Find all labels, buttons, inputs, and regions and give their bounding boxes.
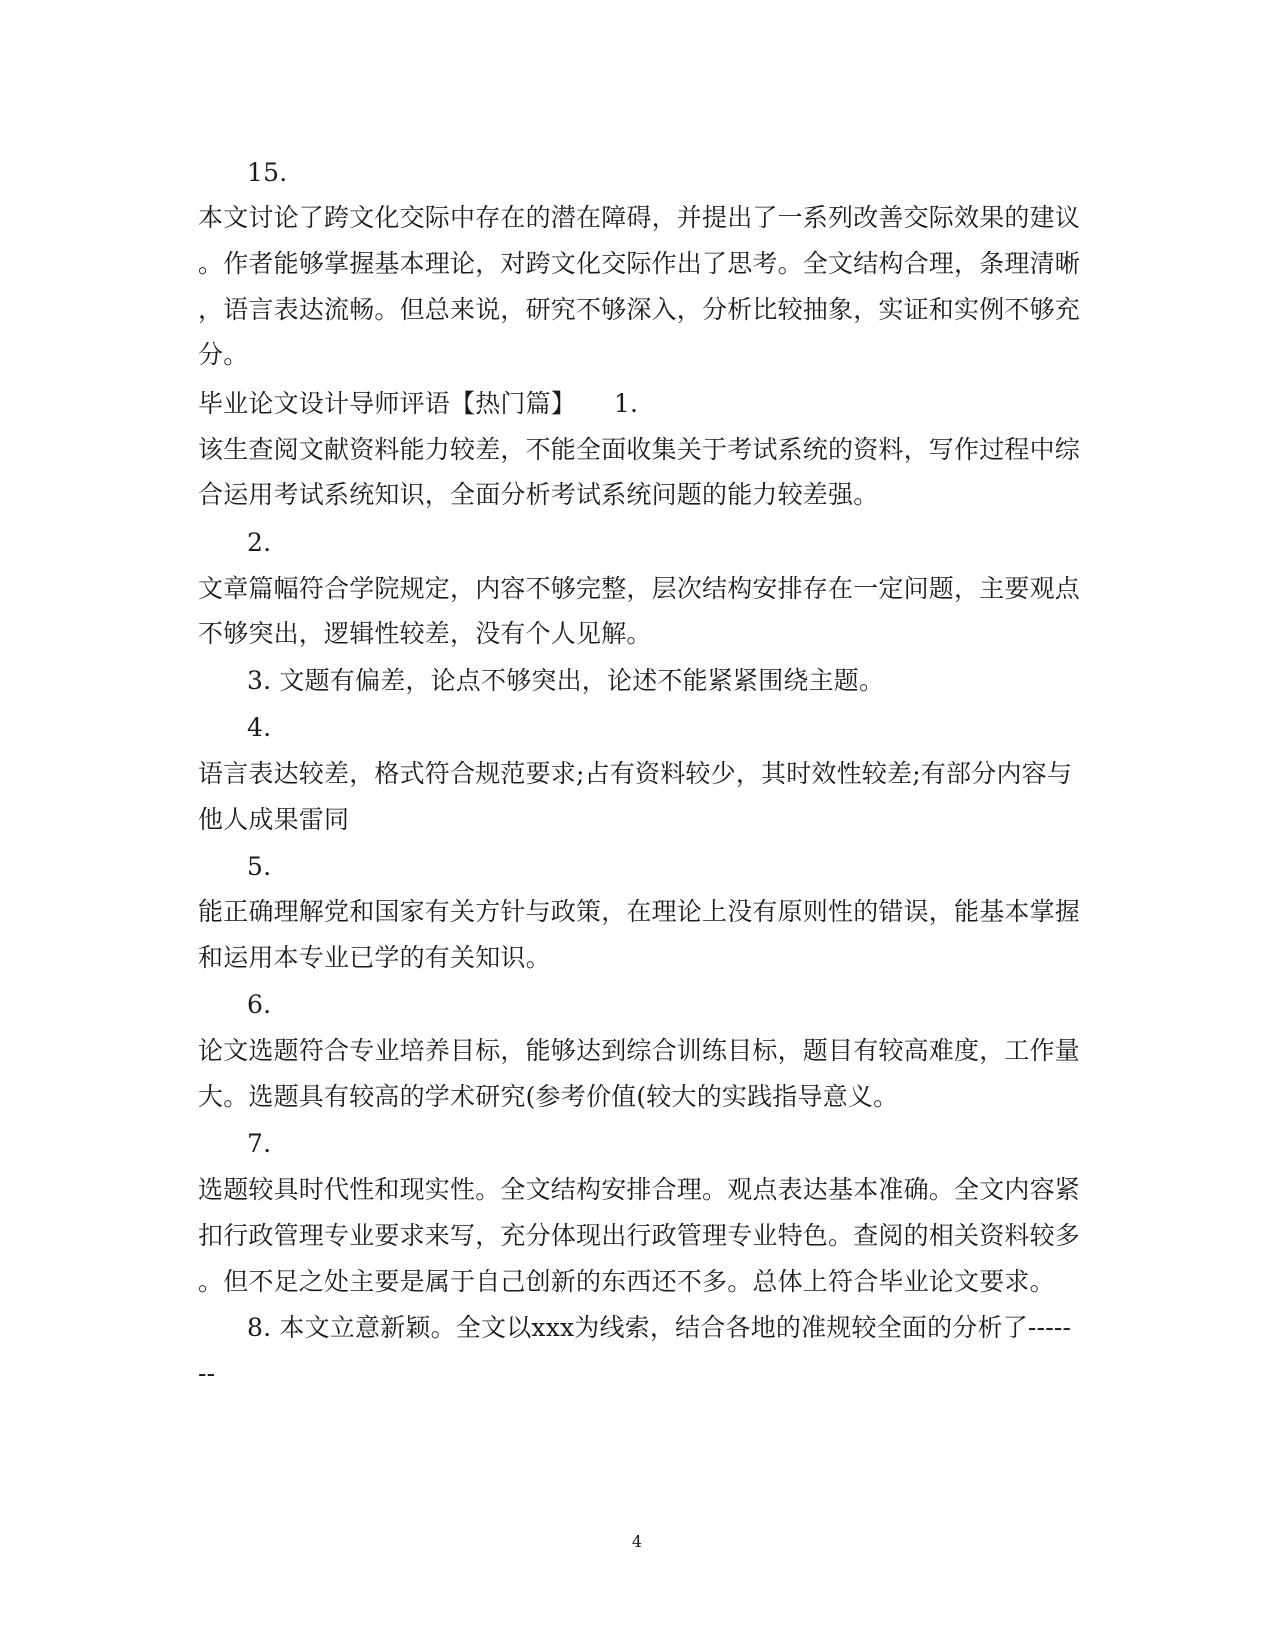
- item-number-6: 6.: [247, 990, 272, 1019]
- item-8: 8. 本文立意新颖。全文以xxx为线索，结合各地的准规较全面的分析了-----: [247, 1313, 1072, 1342]
- paragraph-line: 本文讨论了跨文化交际中存在的潜在障碍，并提出了一系列改善交际效果的建议: [198, 203, 1081, 232]
- item-number-5: 5.: [247, 852, 272, 881]
- item-3: 3. 文题有偏差，论点不够突出，论述不能紧紧围绕主题。: [247, 666, 885, 695]
- paragraph-line: 语言表达较差，格式符合规范要求;占有资料较少，其时效性较差;有部分内容与: [198, 759, 1073, 788]
- paragraph-line: ，语言表达流畅。但总来说，研究不够深入，分析比较抽象，实证和实例不够充: [198, 295, 1081, 324]
- paragraph-line: 和运用本专业已学的有关知识。: [198, 943, 551, 972]
- paragraph-line: --: [198, 1359, 216, 1388]
- paragraph-line: 大。选题具有较高的学术研究(参考价值(较大的实践指导意义。: [198, 1082, 899, 1111]
- section-heading: 毕业论文设计导师评语【热门篇】 1.: [198, 389, 639, 418]
- paragraph-line: 该生查阅文献资料能力较差，不能全面收集关于考试系统的资料，写作过程中综: [198, 435, 1081, 464]
- paragraph-line: 他人成果雷同: [198, 805, 350, 834]
- paragraph-line: 能正确理解党和国家有关方针与政策，在理论上没有原则性的错误，能基本掌握: [198, 897, 1081, 926]
- paragraph-line: 不够突出，逻辑性较差，没有个人见解。: [198, 619, 652, 648]
- paragraph-line: 扣行政管理专业要求来写，充分体现出行政管理专业特色。查阅的相关资料较多: [198, 1221, 1081, 1250]
- paragraph-line: 合运用考试系统知识，全面分析考试系统问题的能力较差强。: [198, 480, 879, 509]
- paragraph-line: 文章篇幅符合学院规定，内容不够完整，层次结构安排存在一定问题，主要观点: [198, 574, 1081, 603]
- paragraph-line: 论文选题符合专业培养目标，能够达到综合训练目标，题目有较高难度，工作量: [198, 1036, 1081, 1065]
- item-number-7: 7.: [247, 1129, 272, 1158]
- page-number: 4: [631, 1532, 643, 1551]
- paragraph-line: 选题较具时代性和现实性。全文结构安排合理。观点表达基本准确。全文内容紧: [198, 1175, 1081, 1204]
- item-number-15: 15.: [247, 158, 288, 187]
- paragraph-line: 分。: [198, 340, 249, 369]
- paragraph-line: 。但不足之处主要是属于自己创新的东西还不多。总体上符合毕业论文要求。: [198, 1267, 1055, 1296]
- item-number-2: 2.: [247, 528, 272, 557]
- paragraph-line: 。作者能够掌握基本理论，对跨文化交际作出了思考。全文结构合理，条理清晰: [198, 249, 1081, 278]
- item-number-4: 4.: [247, 713, 272, 742]
